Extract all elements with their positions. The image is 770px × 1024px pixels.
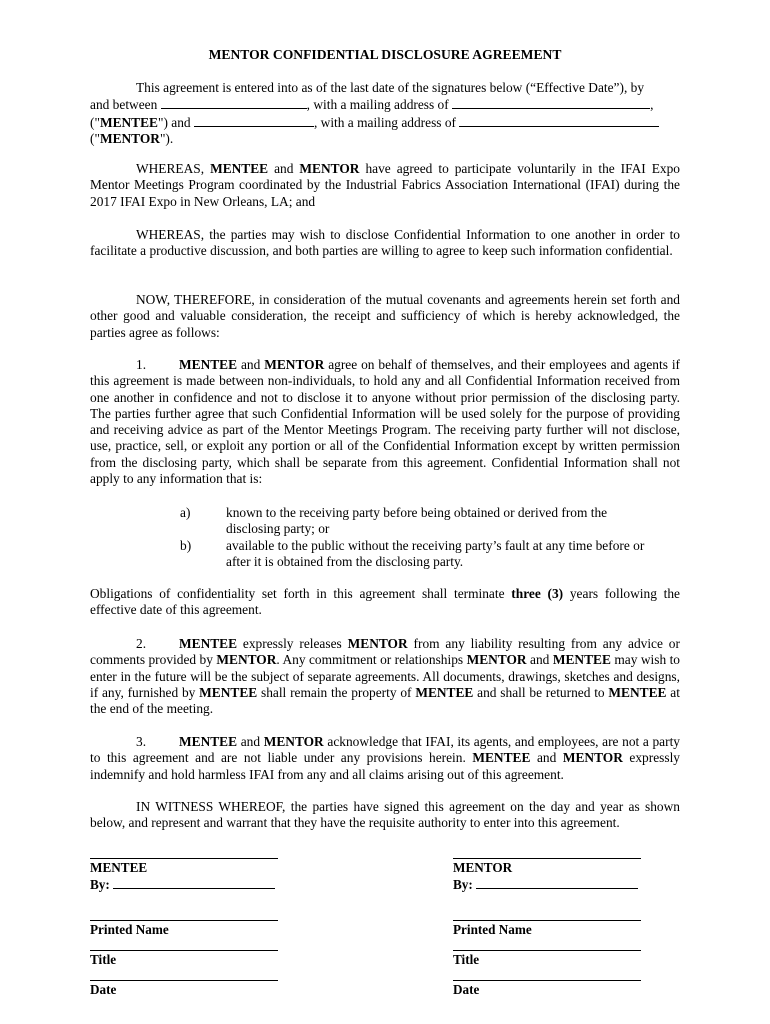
intro-between: and between bbox=[90, 97, 158, 113]
date-label: Date bbox=[453, 982, 480, 998]
mentee-term: MENTEE bbox=[415, 684, 474, 700]
whereas-rest: have agreed to participate voluntarily in the IFAI Expo Mentor Meetings Program coordinated by the Industrial Fabrics Association International (IFAI) during the 2017 IFAI Expo in New Orleans, LA; and bbox=[90, 161, 680, 209]
intro-mentor-open: (" bbox=[90, 130, 100, 146]
mentee-term: MENTEE bbox=[179, 734, 238, 749]
clause-text: and bbox=[536, 750, 557, 766]
intro-mentor-close: "). bbox=[159, 130, 174, 146]
mentee-term: MENTEE bbox=[179, 357, 238, 372]
clause-1-text: agree on behalf of themselves, and their employees and agents if this agreement is made between non-individuals, to hold any and all Confidential Information received from one another in confidence and not to disclose it to anyone without prior permission of the disclosing party. The parties further agree that such Confidential Information will be used solely for the purpose of providing and receiving advice as part of the Mentor Meetings Program. The receiving party further will not disclose, use, practice, sell, or exploit any portion or all of the Confidential Information except by written permission from the disclosing party, which shall be separate from this agreement. Confidential Information shall not apply to any information that is: bbox=[90, 357, 680, 487]
document-title: MENTOR CONFIDENTIAL DISCLOSURE AGREEMENT bbox=[208, 47, 562, 62]
intro-line-2 bbox=[90, 96, 680, 113]
clause-text: may wish to enter in the future will be the subject of separate agreements. All documents, drawings, sketches and designs, if any, furnished by bbox=[90, 652, 680, 700]
mentee-address-blank[interactable] bbox=[452, 96, 650, 109]
clause-1 bbox=[90, 357, 680, 487]
clause-3 bbox=[90, 734, 680, 783]
clause-text: and bbox=[530, 652, 550, 668]
intro-paragraph bbox=[90, 80, 680, 147]
list-item bbox=[180, 538, 650, 571]
mentor-term: MENTOR bbox=[263, 734, 324, 749]
title-label: Title bbox=[453, 951, 480, 967]
mentor-term: MENTOR bbox=[99, 130, 160, 146]
intro-mailing-1: , with a mailing address of bbox=[306, 97, 449, 113]
by-label: By: bbox=[90, 877, 110, 893]
witness-paragraph: IN WITNESS WHEREOF, the parties have signed this agreement on the day and year as shown below, and represent and warrant that they have the requisite authority to enter into this agreement. bbox=[90, 799, 680, 831]
list-item-text: known to the receiving party before being obtained or derived from the disclosing party; or bbox=[226, 505, 608, 537]
obligations-text-end: years following the effective date of this agreement. bbox=[90, 586, 680, 618]
intro-comma: , bbox=[650, 97, 654, 113]
clause-text: from any liability resulting from any advice or comments provided by bbox=[90, 636, 680, 668]
mentor-term: MENTOR bbox=[216, 652, 277, 668]
date-line[interactable] bbox=[453, 980, 641, 981]
mentee-term: MENTEE bbox=[210, 161, 269, 176]
mentor-term: MENTOR bbox=[347, 636, 408, 651]
clause-text: at the end of the meeting. bbox=[90, 684, 680, 717]
mentor-address-blank[interactable] bbox=[459, 114, 659, 127]
printed-name-line[interactable] bbox=[453, 920, 641, 921]
intro-mentee-open: (" bbox=[90, 114, 100, 130]
clause-2 bbox=[90, 636, 680, 717]
intro-line-4 bbox=[90, 131, 680, 147]
list-item-label: a) bbox=[180, 505, 191, 520]
by-row bbox=[90, 876, 280, 893]
and-text: and bbox=[274, 161, 294, 176]
mentor-term: MENTOR bbox=[466, 652, 527, 668]
clause-text: shall remain the property of bbox=[260, 684, 412, 700]
signature-line[interactable] bbox=[90, 858, 278, 859]
mentor-signature-block bbox=[453, 858, 643, 998]
date-label: Date bbox=[90, 982, 117, 998]
list-item-text: available to the public without the receiving party’s fault at any time before or after it is obtained from the disclosing party. bbox=[226, 537, 645, 569]
obligations-paragraph bbox=[90, 586, 680, 619]
by-signature-line[interactable] bbox=[476, 876, 638, 889]
whereas-text: WHEREAS, bbox=[136, 161, 205, 176]
mentor-term: MENTOR bbox=[264, 357, 325, 372]
whereas-paragraph-1 bbox=[90, 161, 680, 210]
term-length: three (3) bbox=[511, 586, 564, 601]
mentee-term: MENTEE bbox=[608, 684, 667, 700]
mentee-term: MENTEE bbox=[472, 750, 531, 766]
clause-text: and shall be returned to bbox=[477, 684, 605, 700]
mentor-name-blank[interactable] bbox=[194, 114, 314, 127]
clause-text: expressly releases bbox=[242, 636, 342, 651]
printed-name-label: Printed Name bbox=[453, 921, 532, 937]
by-row bbox=[453, 876, 643, 893]
by-signature-line[interactable] bbox=[113, 876, 275, 889]
printed-name-line[interactable] bbox=[90, 920, 278, 921]
clause-text: expressly indemnify and hold harmless IFAI from any and all claims arising out of this agreement. bbox=[90, 750, 680, 782]
clause-number: 1. bbox=[136, 357, 147, 372]
and-text: and bbox=[240, 357, 261, 372]
mentor-term: MENTOR bbox=[299, 161, 360, 176]
exception-list bbox=[180, 505, 650, 570]
title-line[interactable] bbox=[453, 950, 641, 951]
printed-name-label: Printed Name bbox=[90, 921, 169, 937]
mentee-term: MENTEE bbox=[199, 684, 258, 700]
mentee-signature-block bbox=[90, 858, 280, 998]
list-item bbox=[180, 505, 650, 538]
intro-and: ") and bbox=[157, 114, 191, 130]
date-line[interactable] bbox=[90, 980, 278, 981]
intro-mailing-2: , with a mailing address of bbox=[313, 114, 457, 130]
party-label: MENTEE bbox=[90, 860, 148, 875]
obligations-text: Obligations of confidentiality set forth in this agreement shall terminate bbox=[90, 586, 505, 601]
whereas-paragraph-2: WHEREAS, the parties may wish to disclose Confidential Information to one another in order to facilitate a productive discussion, and both parties are willing to agree to keep such information confidential. bbox=[90, 227, 680, 259]
clause-number: 2. bbox=[136, 636, 147, 651]
clause-text: . Any commitment or relationships bbox=[276, 652, 464, 668]
party-label: MENTOR bbox=[453, 860, 513, 875]
clause-number: 3. bbox=[136, 734, 147, 749]
mentor-term: MENTOR bbox=[562, 750, 623, 766]
list-item-label: b) bbox=[180, 537, 192, 553]
intro-line-1: This agreement is entered into as of the last date of the signatures below (“Effective Date”), by bbox=[136, 80, 645, 95]
clause-text: acknowledge that IFAI, its agents, and employees, are not a party to this agreement and are not liable under any provisions herein. bbox=[90, 734, 681, 766]
mentee-term: MENTEE bbox=[552, 652, 611, 668]
title-line[interactable] bbox=[90, 950, 278, 951]
mentee-term: MENTEE bbox=[179, 636, 238, 651]
clause-text: and bbox=[240, 734, 261, 749]
by-label: By: bbox=[453, 877, 473, 893]
mentee-term: MENTEE bbox=[99, 114, 158, 130]
intro-line-3 bbox=[90, 114, 680, 131]
now-therefore-paragraph: NOW, THEREFORE, in consideration of the mutual covenants and agreements herein set forth and other good and valuable consideration, the receipt and sufficiency of which is hereby acknowledged, the parties agree as follows: bbox=[90, 292, 680, 340]
signature-line[interactable] bbox=[453, 858, 641, 859]
title-label: Title bbox=[90, 951, 117, 967]
mentee-name-blank[interactable] bbox=[161, 96, 307, 109]
